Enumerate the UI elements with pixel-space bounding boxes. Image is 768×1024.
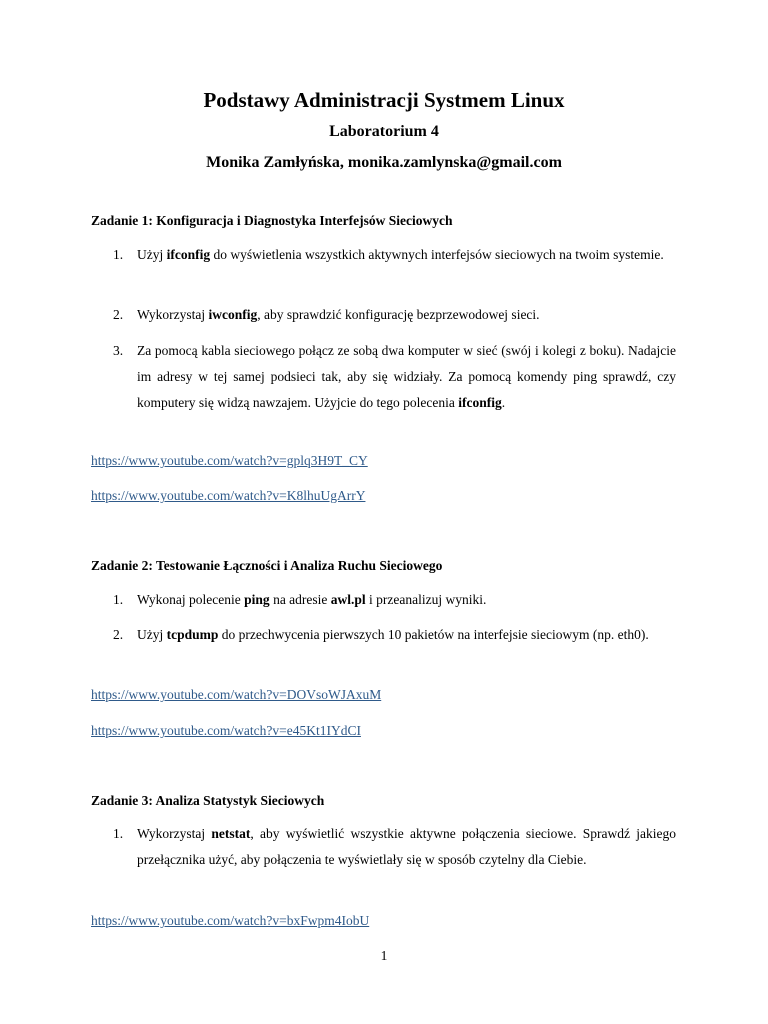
item-text: .	[501, 395, 506, 410]
item-text: na adresie	[269, 592, 331, 607]
task-1-item-3	[91, 338, 676, 416]
item-text: Użyj	[137, 627, 167, 642]
list-item-text	[137, 338, 676, 416]
address-name: awl.pl	[330, 592, 366, 607]
list-item-text	[137, 302, 676, 328]
command-name: ifconfig	[166, 247, 211, 262]
item-text: Wykonaj polecenie	[137, 592, 245, 607]
item-text: i przeanalizuj wyniki.	[365, 592, 487, 607]
document-author: Monika Zamłyńska, monika.zamlynska@gmail.com	[206, 154, 562, 171]
list-item-text	[137, 587, 676, 613]
command-name: iwconfig	[208, 307, 258, 322]
task-2-video-link-1[interactable]: https://www.youtube.com/watch?v=DOVsoWJAxuM	[91, 687, 382, 702]
command-name: ifconfig	[458, 395, 502, 410]
command-name: netstat	[211, 826, 251, 841]
item-text: Użyj	[137, 247, 167, 262]
list-number: 2.	[113, 627, 124, 642]
task-3-heading: Zadanie 3: Analiza Statystyk Sieciowych	[91, 793, 325, 808]
task-1-item-1	[91, 242, 676, 268]
item-text: , aby wyświetlić wszystkie aktywne połączenia sieciowe. Sprawdź jakiego przełącznika użyć, aby połączenia te wyświetlały się w sposób czytelny dla Ciebie.	[137, 826, 677, 867]
task-1-video-link-2[interactable]: https://www.youtube.com/watch?v=K8lhuUgArrY	[91, 488, 366, 503]
item-text: Wykorzystaj	[137, 307, 209, 322]
list-number: 1.	[113, 592, 124, 607]
page-number: 1	[380, 948, 388, 963]
command-name: ping	[244, 592, 270, 607]
task-1-video-link-1[interactable]: https://www.youtube.com/watch?v=gplq3H9T_CY	[91, 453, 368, 468]
list-item-text	[137, 821, 676, 873]
task-3-item-1	[91, 821, 676, 873]
item-text: Wykorzystaj	[137, 826, 212, 841]
item-text: do przechwycenia pierwszych 10 pakietów na interfejsie sieciowym (np. eth0).	[218, 627, 649, 642]
task-1-item-2	[91, 302, 676, 328]
list-number: 1.	[113, 247, 124, 262]
item-text: Za pomocą kabla sieciowego połącz ze sobą dwa komputer w sieć (swój i kolegi z boku). Nadajcie im adresy w tej samej podsieci tak, aby się widziały. Za pomocą komendy ping sprawdź, czy komputery się widzą nawzajem. Użyjcie do tego polecenia	[137, 343, 676, 410]
document-subtitle: Laboratorium 4	[329, 123, 439, 140]
item-text: do wyświetlenia wszystkich aktywnych interfejsów sieciowych na twoim systemie.	[210, 247, 664, 262]
document-title: Podstawy Administracji Systmem Linux	[203, 88, 565, 112]
task-1-heading: Zadanie 1: Konfiguracja i Diagnostyka Interfejsów Sieciowych	[91, 213, 453, 228]
task-2-item-2	[91, 622, 676, 648]
command-name: tcpdump	[166, 627, 219, 642]
list-item-text	[137, 242, 676, 268]
list-number: 1.	[113, 826, 124, 841]
task-2-item-1	[91, 587, 676, 613]
list-item-text	[137, 622, 676, 648]
task-2-heading: Zadanie 2: Testowanie Łączności i Analiza Ruchu Sieciowego	[91, 558, 443, 573]
item-text: , aby sprawdzić konfigurację bezprzewodowej sieci.	[257, 307, 540, 322]
task-3-video-link-1[interactable]: https://www.youtube.com/watch?v=bxFwpm4IobU	[91, 913, 370, 928]
list-number: 3.	[113, 343, 124, 358]
task-2-video-link-2[interactable]: https://www.youtube.com/watch?v=e45Kt1IYdCI	[91, 723, 361, 738]
list-number: 2.	[113, 307, 124, 322]
